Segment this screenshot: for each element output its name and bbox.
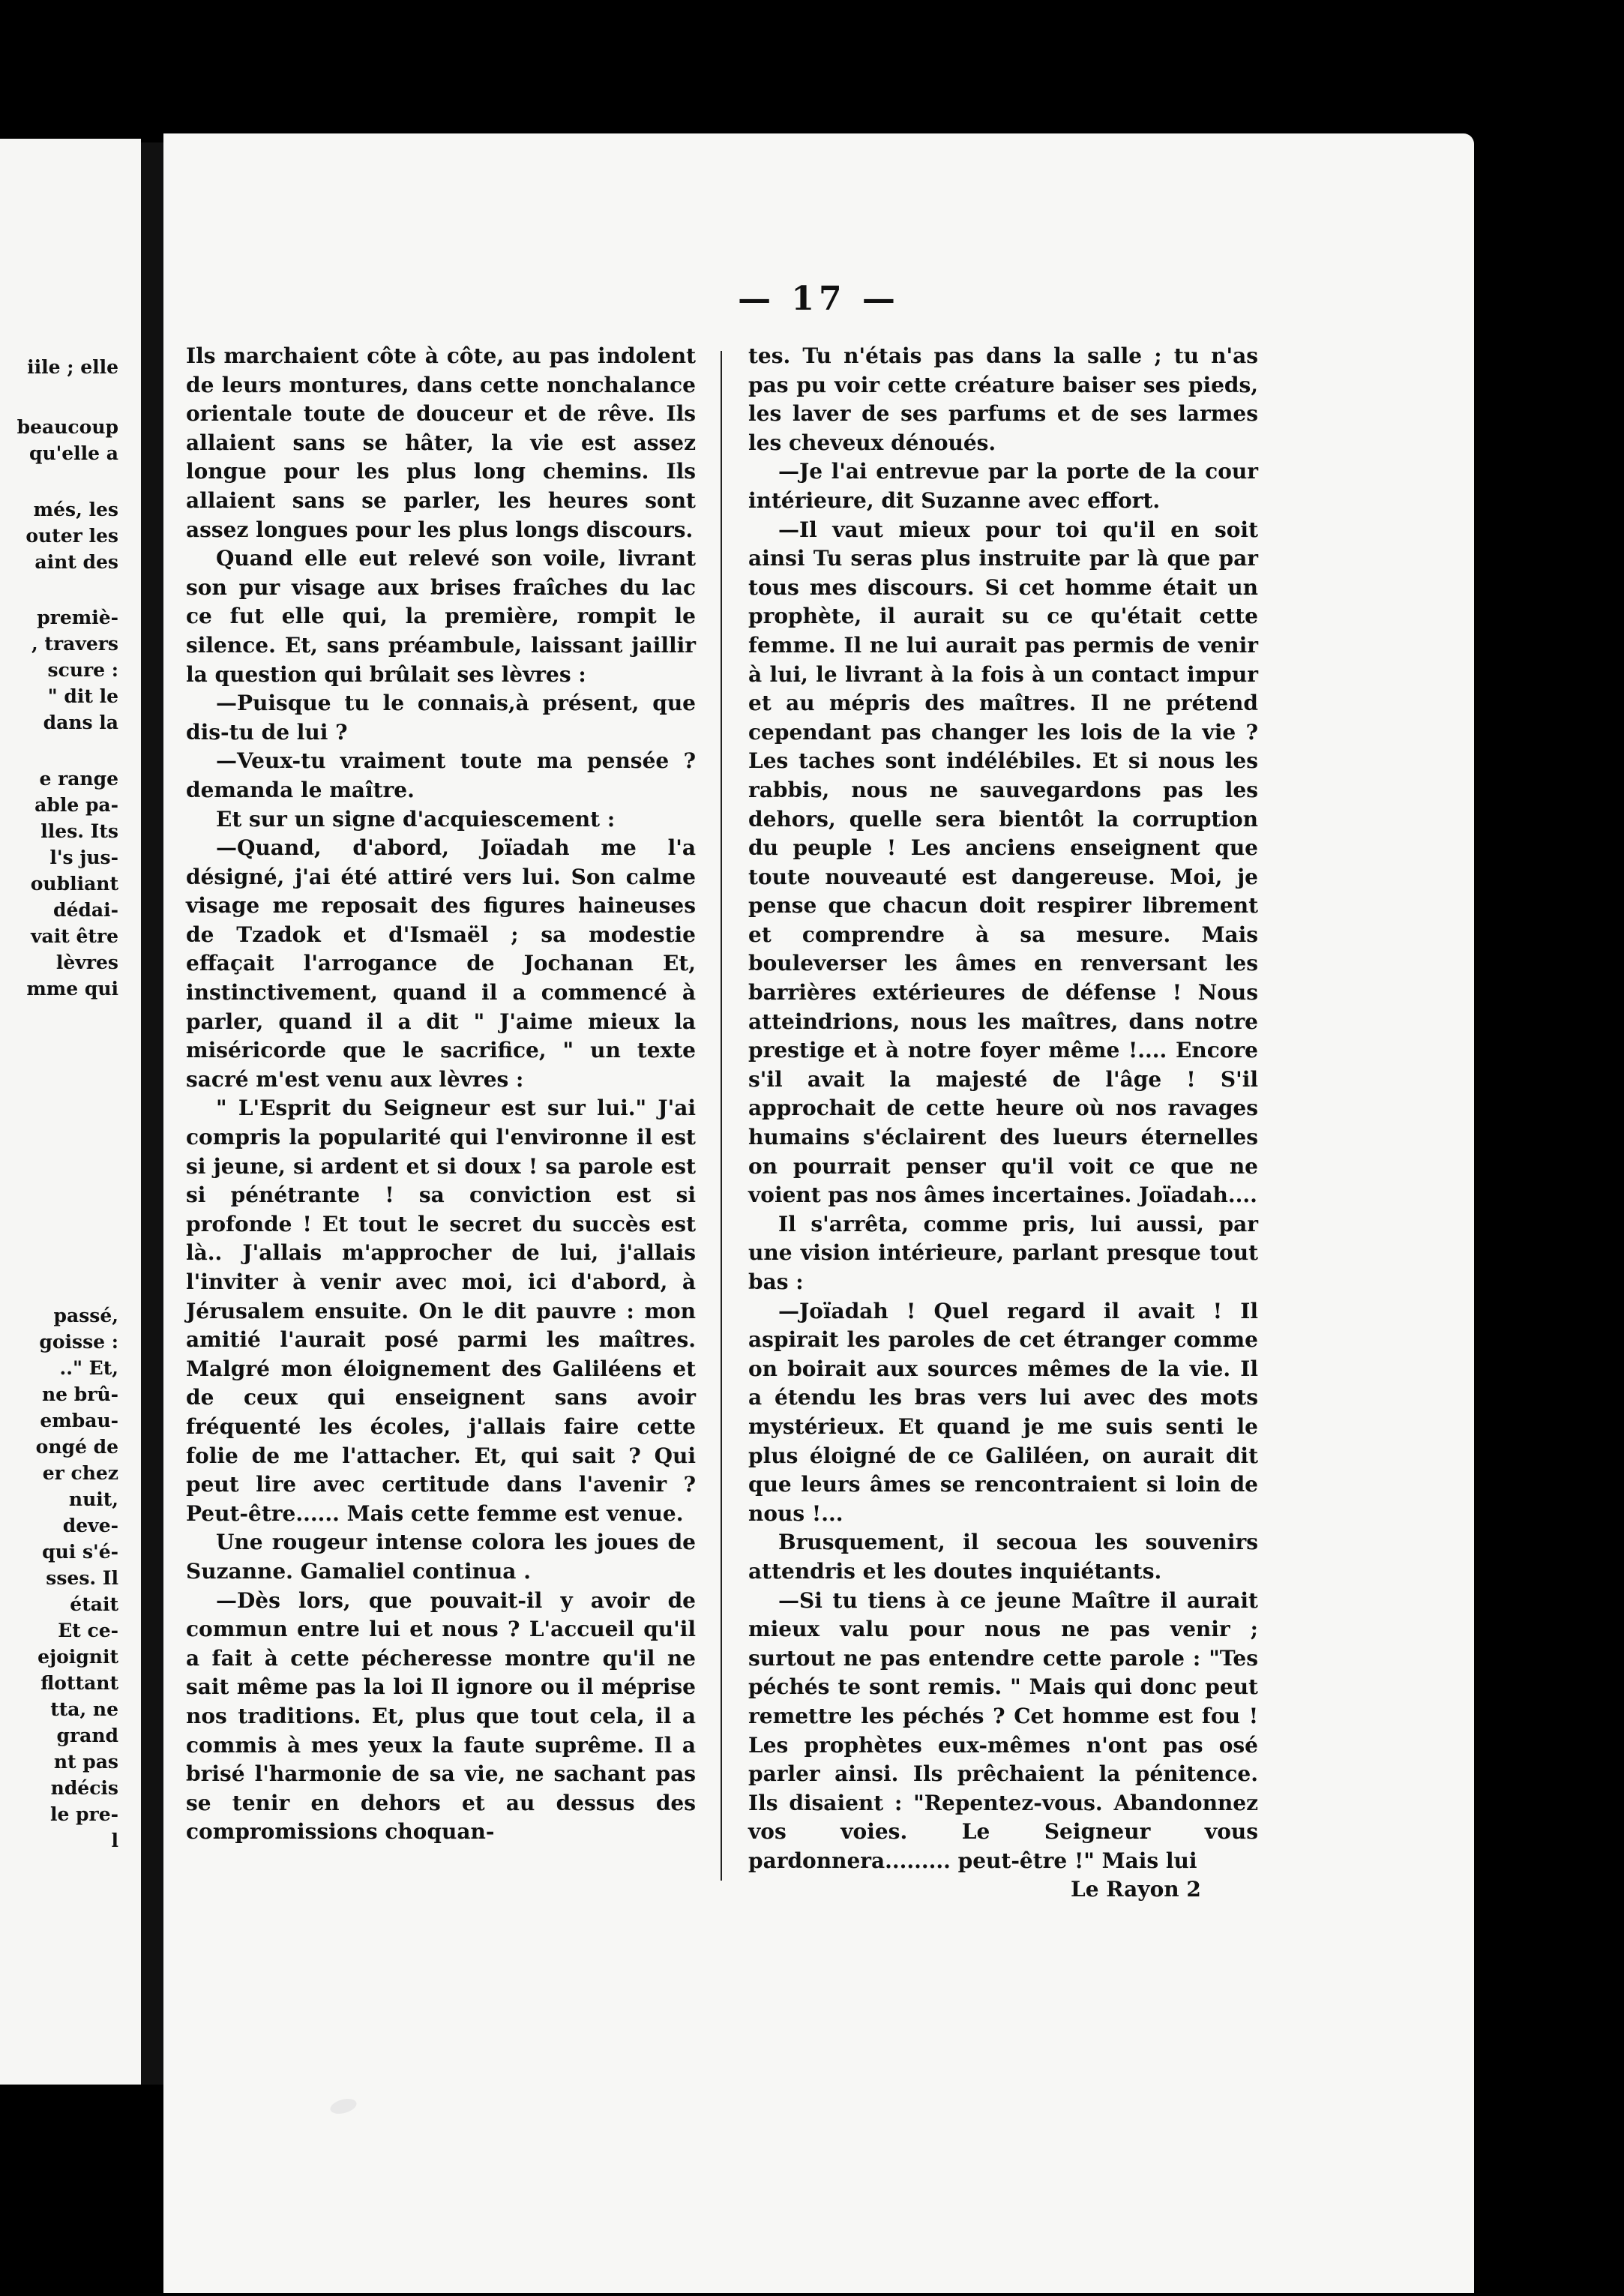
paragraph: Et sur un signe d'acquiescement : — [216, 806, 616, 832]
left-page-line: qu'elle a — [28, 442, 118, 464]
left-page-line: , travers — [31, 633, 118, 655]
book-page — [163, 133, 1474, 2293]
column-divider — [721, 351, 722, 1881]
left-page-line: e range — [39, 768, 118, 790]
paragraph: —Puisque tu le connais,à présent, que dis-tu de lui ? — [186, 691, 696, 745]
left-page-line: sses. Il — [46, 1567, 118, 1589]
left-page-line: l's jus- — [49, 847, 118, 868]
book-spine — [141, 142, 163, 2085]
left-page-line: nt pas — [53, 1751, 118, 1773]
paragraph: Ils marchaient côte à côte, au pas indolent de leurs montures, dans cette nonchalance orientale toute de douceur et de rêve. Ils allaient sans se hâter, la vie est assez longue pour les plus long chemins. Ils allaient sans se parler, les heures sont assez longues pour les plus longs discours. — [186, 343, 696, 542]
paragraph: Brusquement, il secoua les souvenirs attendris et les doutes inquiétants. — [748, 1530, 1258, 1584]
left-page-line: embau- — [40, 1410, 118, 1431]
left-page-line: vait être — [30, 925, 118, 947]
left-page-line: " dit le — [47, 685, 118, 707]
printer-signature-mark: Le Rayon 2 — [1071, 1877, 1201, 1902]
left-page-line: ongé de — [35, 1436, 118, 1458]
paragraph: tes. Tu n'étais pas dans la salle ; tu n'as pas pu voir cette créature baiser ses pieds, les laver de ses parfums et de ses larmes les cheveux dénoués. — [748, 343, 1258, 455]
left-page-line: ejoignit — [37, 1646, 118, 1668]
text-column-right — [748, 342, 1258, 1875]
left-page-line: lèvres — [55, 952, 118, 973]
left-page-line: er chez — [42, 1462, 118, 1484]
left-page-line: l — [111, 1830, 118, 1851]
left-page-line: passé, — [53, 1305, 118, 1326]
left-page-fragment — [0, 139, 141, 2085]
paragraph: —Dès lors, que pouvait-il y avoir de commun entre lui et nous ? L'accueil qu'il a fait à cette pécheresse montre qu'il ne sait même pas la loi Il ignore ou il méprise nos traditions. Et, plus que tout cela, il a commis à mes yeux la faute suprême. Il a brisé l'harmonie de sa vie, ne sachant pas se tenir en dehors et au dessus des compromissions choquan- — [186, 1587, 696, 1845]
left-page-line: grand — [56, 1725, 118, 1746]
paragraph: " L'Esprit du Seigneur est sur lui." J'ai compris la popularité qui l'environne il est si jeune, si ardent et si doux ! sa parole est si pénétrante ! sa conviction est si profonde ! Et tout le secret du succès est là.. J'allais m'approcher de lui, j'allais l'inviter à venir avec moi, ici d'abord, à Jérusalem ensuite. On le dit pauvre : mon amitié l'aurait posé parmi les maîtres. Malgré mon éloignement des Galiléens et de ceux qui enseignent sans avoir fréquenté les écoles, j'allais faire cette folie de me l'attacher. Et, qui sait ? Qui peut lire avec certitude dans l'avenir ? Peut-être...... Mais cette femme est venue. — [186, 1096, 696, 1526]
left-page-line: aint des — [34, 551, 118, 573]
paragraph: —Veux-tu vraiment toute ma pensée ? demanda le maître. — [186, 748, 696, 802]
left-page-line: Et ce- — [58, 1620, 118, 1641]
paragraph: Quand elle eut relevé son voile, livrant son pur visage aux brises fraîches du lac ce fut elle qui, la première, rompit le silence. Et, sans préambule, laissant jaillir la question qui brûlait ses lèvres : — [186, 546, 696, 687]
left-page-line: iile ; elle — [27, 356, 118, 378]
left-page-line: deve- — [62, 1515, 118, 1536]
left-page-line: premiè- — [37, 607, 118, 628]
page-number: — 17 — — [738, 280, 900, 318]
left-page-line: tta, ne — [50, 1698, 118, 1720]
left-page-line: dédai- — [53, 899, 118, 921]
left-page-line: lles. Its — [40, 820, 118, 842]
left-page-line: .." Et, — [59, 1357, 118, 1379]
left-page-line: qui s'é- — [42, 1541, 118, 1563]
paragraph: —Je l'ai entrevue par la porte de la cour intérieure, dit Suzanne avec effort. — [748, 459, 1258, 513]
left-page-line: était — [70, 1593, 118, 1615]
paragraph: —Quand, d'abord, Joïadah me l'a désigné, j'ai été attiré vers lui. Son calme visage me reposait des figures haineuses de Tzadok et d'Ismaël ; sa modestie effaçait l'arrogance de Jochanan Et, instinctivement, quand il a commencé à parler, quand il a dit " J'aime mieux la miséricorde que le sacrifice, " un texte sacré m'est venu aux lèvres : — [186, 835, 696, 1092]
paragraph: —Si tu tiens à ce jeune Maître il aurait mieux valu pour nous ne pas venir ; surtout ne pas entendre cette parole : "Tes péchés te sont remis. " Mais qui donc peut remettre les péchés ? Cet homme est fou ! Les prophètes eux-mêmes n'ont pas osé parler ainsi. Ils prêchaient la pénitence. Ils disaient : "Repentez-vous. Abandonnez vos voies. Le Seigneur vous pardonnera......... peut-être !" Mais lui — [748, 1587, 1258, 1873]
paragraph: —Joïadah ! Quel regard il avait ! Il aspirait les paroles de cet étranger comme on boirait aux sources mêmes de la vie. Il a étendu les bras vers lui avec des mots mystérieux. Et quand je me suis senti le plus éloigné de ce Galiléen, on aurait dit que leurs âmes se rencontraient si loin de nous !... — [748, 1298, 1258, 1526]
left-page-line: mme qui — [26, 978, 118, 1000]
paragraph: —Il vaut mieux pour toi qu'il en soit ainsi Tu seras plus instruite par là que par tous mes discours. Si cet homme était un prophète, il aurait su ce qu'était cette femme. Il ne lui aurait pas permis de venir à lui, le livrant à la fois à un contact impur et au mépris des maîtres. Il ne prétend cependant pas changer les lois de la vie ? Les taches sont indélébiles. Et si nous les rabbis, nous ne sauvegardons pas les dehors, quelle sera bientôt la corruption du peuple ! Les anciens enseignent que toute nouveauté est dangereuse. Moi, je pense que chacun doit respirer librement et comprendre à sa mesure. Mais bouleverser les âmes en renversant les barrières extérieures de défense ! Nous atteindrions, nous les maîtres, dans notre prestige et à notre foyer même !.... Encore s'il avait la majesté de l'âge ! S'il approchait de cette heure où nos ravages humains s'éclairent des lueurs éternelles on pourrait penser qu'il voit ce que ne voient pas nos âmes incertaines. Joïadah.... — [748, 517, 1258, 1208]
paragraph: Il s'arrêta, comme pris, lui aussi, par une vision intérieure, parlant presque tout bas : — [748, 1211, 1258, 1294]
left-page-line: le pre- — [49, 1803, 118, 1825]
paragraph: Une rougeur intense colora les joues de Suzanne. Gamaliel continua . — [186, 1530, 696, 1584]
left-page-line: scure : — [47, 659, 118, 681]
left-page-line: ndécis — [50, 1777, 118, 1799]
left-page-line: outer les — [25, 525, 118, 547]
left-page-line: beaucoup — [16, 416, 118, 438]
left-page-line: goisse : — [39, 1331, 118, 1353]
left-page-line: ne brû- — [42, 1383, 118, 1405]
left-page-line: més, les — [33, 499, 118, 520]
text-column-left — [186, 342, 696, 1847]
left-page-line: nuit, — [68, 1488, 118, 1510]
left-page-line: flottant — [40, 1672, 118, 1694]
left-page-line: dans la — [43, 712, 118, 733]
left-page-line: able pa- — [34, 794, 118, 816]
left-page-line: oubliant — [30, 873, 118, 895]
